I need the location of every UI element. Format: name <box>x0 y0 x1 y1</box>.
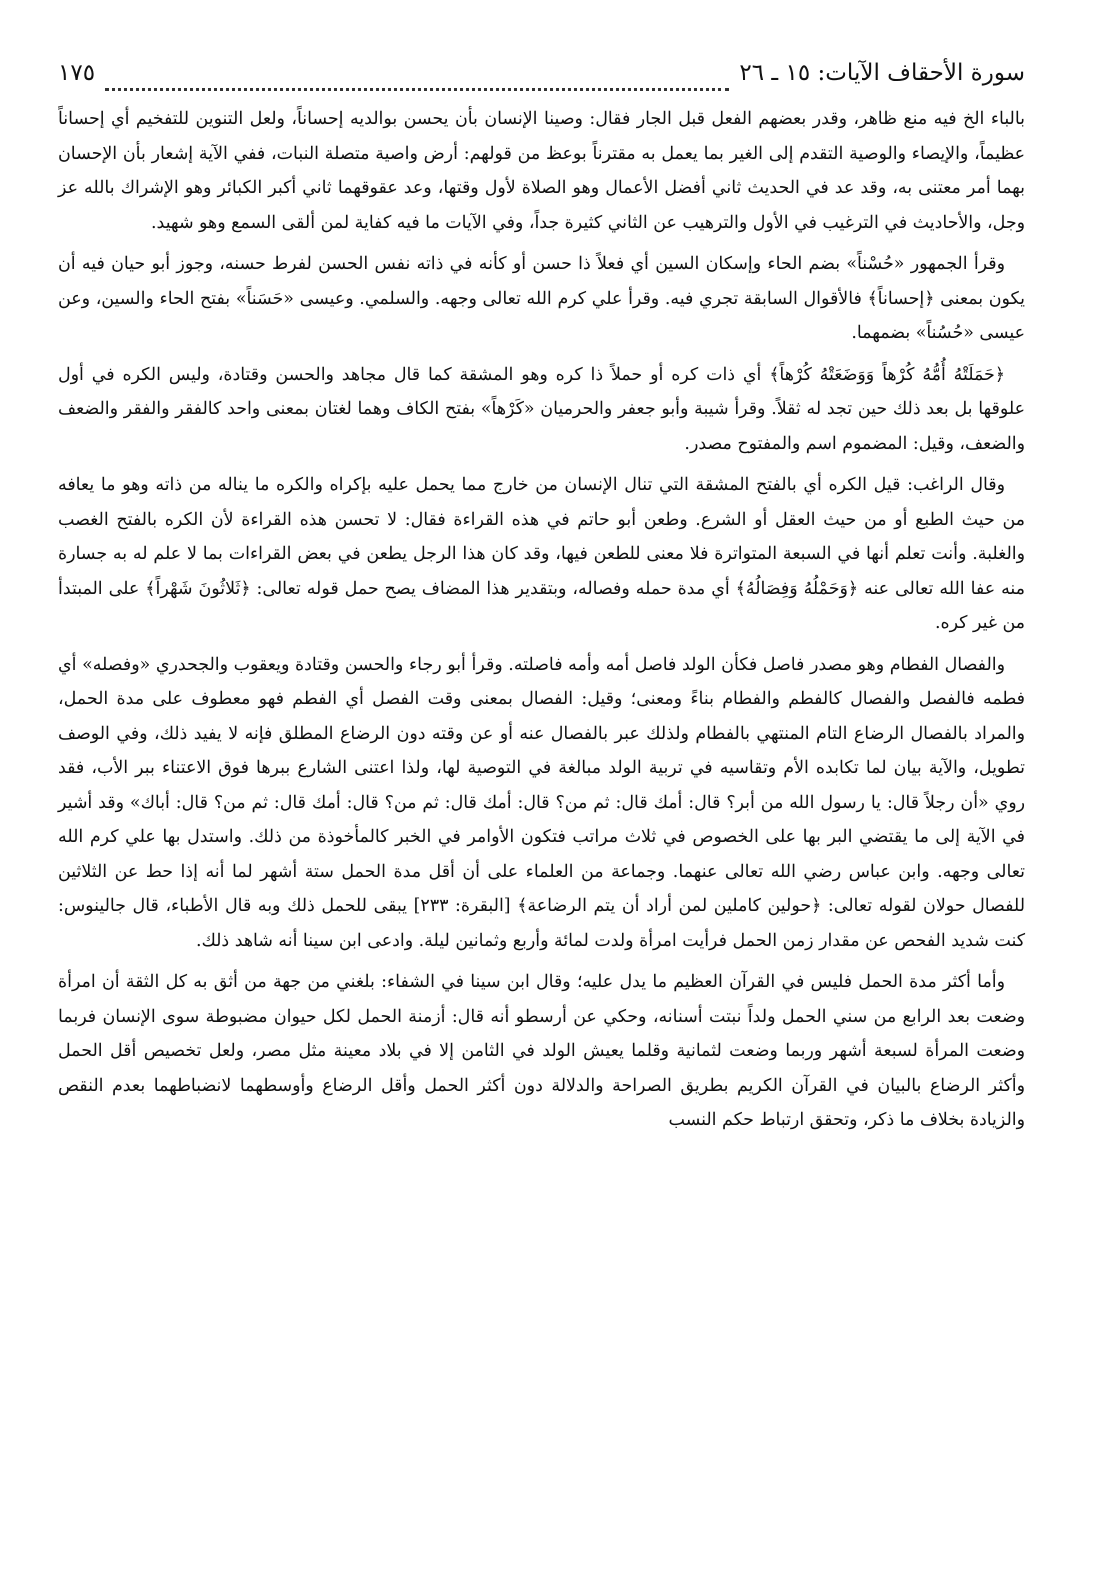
document-page <box>58 60 1025 1145</box>
paragraph: بالباء الخ فيه منع ظاهر، وقدر بعضهم الفعل قبل الجار فقال: وصينا الإنسان بأن يحسن بوالديه إحساناً، ولعل التنوين للتفخيم أي إحساناً عظيماً، والإيصاء والوصية التقدم إلى الغير بما يعمل به مقترناً بوعظ من قولهم: أرض واصية متصلة النبات، ففي الآية إشعار بأن الإحسان بهما أمر معتنى به، وقد عد في الحديث ثاني أفضل الأعمال وهو الصلاة لأول وقتها، وعد عقوقهما ثاني أكبر الكبائر وهو الإشراك بالله عز وجل، والأحاديث في الترغيب في الأول والترهيب عن الثاني كثيرة جداً، وفي الآيات ما فيه كفاية لمن ألقى السمع وهو شهيد. <box>58 109 1025 233</box>
paragraph: والفصال الفطام وهو مصدر فاصل فكأن الولد فاصل أمه وأمه فاصلته. وقرأ أبو رجاء والحسن وقتادة ويعقوب والجحدري «وفصله» أي فطمه فالفصل والفصال كالفطم والفطام بناءً ومعنى؛ وقيل: الفصال بمعنى وقت الفصل أي الفطم فهو معطوف على مدة الحمل، والمراد بالفصال الرضاع التام المنتهي بالفطام ولذلك عبر بالفصال عنه أو عن وقته دون الرضاع المطلق فإنه لا يفيد ذلك، وفي الوصف تطويل، والآية بيان لما تكابده الأم وتقاسيه في تربية الولد مبالغة في التوصية لها، ولذا اعتنى الشارع ببرها فوق الاعتناء ببر الأب، فقد روي «أن رجلاً قال: يا رسول الله من أبر؟ قال: أمك قال: ثم من؟ قال: أمك قال: ثم من؟ قال: أمك قال: ثم من؟ قال: أباك» وقد أشير في الآية إلى ما يقتضي البر بها على الخصوص في ثلاث مراتب فتكون الأوامر في الخبر كالمأخوذة من ذلك. واستدل بها علي كرم الله تعالى وجهه. وابن عباس رضي الله تعالى عنهما. وجماعة من العلماء على أن أقل مدة الحمل ستة أشهر لما أنه إذا حط عن الثلاثين للفصال حولان لقوله تعالى: ﴿حولين كاملين لمن أراد أن يتم الرضاعة﴾ [البقرة: ٢٣٣] يبقى للحمل ذلك وبه قال الأطباء، قال جالينوس: كنت شديد الفحص عن مقدار زمن الحمل فرأيت امرأة ولدت لمائة وأربع وثمانين ليلة. وادعى ابن سينا أنه شاهد ذلك. <box>58 654 1026 951</box>
chapter-title: سورة الأحقاف الآيات: ١٥ ـ ٢٦ <box>739 60 1025 86</box>
dotted-leader <box>105 70 729 91</box>
body-text <box>58 102 1025 1138</box>
paragraph: وقرأ الجمهور «حُسْناً» بضم الحاء وإسكان السين أي فعلاً ذا حسن أو كأنه في ذاته نفس الحسن لفرط حسنه، وجوز أبو حيان فيه أن يكون بمعنى ﴿إحساناً﴾ فالأقوال السابقة تجري فيه. وقرأ علي كرم الله تعالى وجهه. والسلمي. وعيسى «حَسَناً» بفتح الحاء والسين، وعن عيسى «حُسُناً» بضمهما. <box>58 254 1025 343</box>
page-number: ١٧٥ <box>58 60 96 86</box>
running-header <box>58 60 1025 100</box>
paragraph: وأما أكثر مدة الحمل فليس في القرآن العظيم ما يدل عليه؛ وقال ابن سينا في الشفاء: بلغني من جهة من أثق به كل الثقة أن امرأة وضعت بعد الرابع من سني الحمل ولداً نبتت أسنانه، وحكي عن أرسطو أنه قال: أزمنة الحمل لكل حيوان مضبوطة سوى الإنسان فربما وضعت المرأة لسبعة أشهر وربما وضعت لثمانية وقلما يعيش الولد في الثامن إلا في بلاد معينة مثل مصر، ولعل تخصيص أقل الحمل وأكثر الرضاع بالبيان في القرآن الكريم بطريق الصراحة والدلالة دون أكثر الحمل وأقل الرضاع وأوسطهما لانضباطهما بعدم النقص والزيادة بخلاف ما ذكر، وتحقق ارتباط حكم النسب <box>58 972 1025 1130</box>
paragraph: ﴿حَمَلَتْهُ أُمُّهُ كُرْهاً وَوَضَعَتْهُ كُرْهاً﴾ أي ذات كره أو حملاً ذا كره وهو المشقة كما قال مجاهد والحسن وقتادة، وليس الكره في أول علوقها بل بعد ذلك حين تجد له ثقلاً. وقرأ شيبة وأبو جعفر والحرميان «كَرْهاً» بفتح الكاف وهما لغتان بمعنى واحد كالفقر والفقر والضعف والضعف، وقيل: المضموم اسم والمفتوح مصدر. <box>58 364 1025 454</box>
paragraph: وقال الراغب: قيل الكره أي بالفتح المشقة التي تنال الإنسان من خارج مما يحمل عليه بإكراه والكره ما يناله من ذاته وهو ما يعافه من حيث الطبع أو من حيث العقل أو الشرع. وطعن أبو حاتم في هذه القراءة فقال: لا تحسن هذه القراءة لأن الكره بالفتح الغصب والغلبة. وأنت تعلم أنها في السبعة المتواترة فلا معنى للطعن فيها، وقد كان هذا الرجل يطعن في بعض القراءات بما لا علم له به جسارة منه عفا الله تعالى عنه ﴿وَحَمْلُهُ وَفِصَالُهُ﴾ أي مدة حمله وفصاله، وبتقدير هذا المضاف يصح حمل قوله تعالى: ﴿ثَلاثُونَ شَهْراً﴾ على المبتدأ من غير كره. <box>58 475 1025 633</box>
